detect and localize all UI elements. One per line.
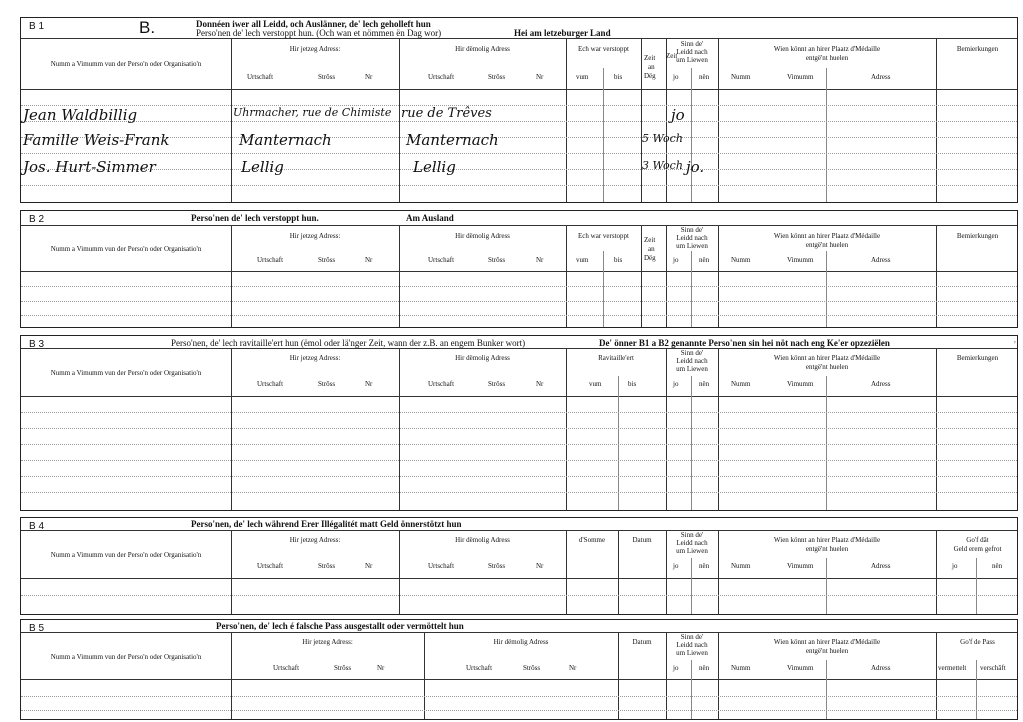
sinn-label-1: Sinn de' <box>680 531 704 539</box>
addr-now-header: Hir jetzeg Adress: <box>289 354 341 362</box>
wien-header-2: entgë'nt huelen <box>805 545 849 553</box>
zeit-label: Zeit <box>644 236 656 244</box>
name-col-header: Numm a Vimumm vun der Perso'n oder Organisatio'n <box>50 653 202 661</box>
wien-header-1: Wien könnt an hirer Plaatz d'Médaille <box>773 354 881 362</box>
row-2-name: Famille Weis-Frank <box>23 131 170 149</box>
name-col-header: Numm a Vimumm vun der Perso'n oder Organisatio'n <box>50 369 202 377</box>
numm-label: Numm <box>731 380 751 388</box>
bemierkungen-header: Bemierkungen <box>956 232 999 240</box>
jo-label: jo <box>673 73 679 81</box>
nr-label: Nr <box>365 256 373 264</box>
addr-old-header: Hir dëmolig Adress <box>455 45 510 53</box>
row-3-addr-now: Lellig <box>241 158 284 176</box>
nen-label: nën <box>992 562 1003 570</box>
section-b2 <box>20 210 1018 328</box>
row-1-addr-old: rue de Trêves <box>401 106 492 121</box>
bis-label: bis <box>614 256 623 264</box>
pass-header: Go'f de Pass <box>960 638 995 646</box>
vimumm-label: Vimumm <box>787 380 814 388</box>
wien-header-1: Wien könnt an hirer Plaatz d'Médaille <box>773 232 881 240</box>
zeit-label: Zeit <box>644 54 656 62</box>
sinn-label-3: um Liewen <box>676 365 708 373</box>
nr-label: Nr <box>365 380 373 388</box>
vum-label: vum <box>589 380 602 388</box>
stross-label: Strôss <box>318 256 336 264</box>
name-col-header: Numm a Vimumm vun der Perso'n oder Organisatio'n <box>50 60 202 68</box>
section-subtitle: Hei am letzeburger Land <box>514 28 611 38</box>
sinn-label-3: um Liewen <box>676 56 708 64</box>
sinn-label-2: Leidd nach <box>676 357 708 365</box>
datum-header: Datum <box>632 638 652 646</box>
stross-label: Strôss <box>334 664 352 672</box>
sinn-label-1: Sinn de' <box>680 633 704 641</box>
jo-label: jo <box>673 256 679 264</box>
section-title: Perso'nen de' lech verstoppt hun. <box>191 213 319 223</box>
vum-label: vum <box>576 73 589 81</box>
ravitailleert-header: Ravitaille'ert <box>598 354 634 362</box>
row-1-jo: jo <box>671 106 685 124</box>
nen-label: nën <box>699 380 710 388</box>
stross-label: Strôss <box>318 73 336 81</box>
deg-label: Dëg <box>644 72 656 80</box>
nen-label: nën <box>699 562 710 570</box>
numm-label: Numm <box>731 664 751 672</box>
sinn-label-2: Leidd nach <box>676 539 708 547</box>
sinn-label-1: Sinn de' <box>680 40 704 48</box>
section-title: Donnéen iwer all Leidd, och Auslänner, de' lech geholleft hun <box>196 19 431 29</box>
numm-label: Numm <box>731 256 751 264</box>
adress-label: Adress <box>871 256 891 264</box>
section-code: B 4 <box>29 521 45 532</box>
section-b1: B 1 B. Donnéen iwer all Leidd, och Auslänner, de' lech geholleft hun Perso'nen de' lech verstoppt hun. (Och wan et nömmen ën Dag wor) Hei am letzeburger Land Numm a Vimumm vun der Perso'n oder Organisatio'n Hir jetzeg Adress: Urtschaft Strôss Nr Hir dëmolig Adress Urtschaft Strôss Nr Ech war verstoppt vum bis Zeit Zeit an Dëg Sinn de' Leidd nach um Liewen jo nën Wien könnt an hirer Plaatz d'Médaille entgë'nt huelen Numm Vimumm Adress Bemierkungen Jean Waldbillig Uhrmacher, rue de Chimiste rue de Trêves jo Famille Weis-Frank Manternach Manternach 5 Woch Jos. Hurt-Simmer Lellig Lellig 3 Woch jo. <box>20 17 1018 203</box>
jo-label: jo <box>673 380 679 388</box>
stross-label: Strôss <box>488 256 506 264</box>
row-3-zeit: 3 Woch <box>642 159 683 172</box>
vimumm-label: Vimumm <box>787 73 814 81</box>
nr-label: Nr <box>377 664 385 672</box>
section-b4 <box>20 517 1018 615</box>
section-code: B 3 <box>29 339 45 350</box>
sinn-label-3: um Liewen <box>676 547 708 555</box>
urtschaft-label: Urtschaft <box>466 664 493 672</box>
urtschaft-label: Urtschaft <box>428 380 455 388</box>
sinn-label-3: um Liewen <box>676 649 708 657</box>
section-title: Perso'nen, de' lech ravitaille'ert hun (ëmol oder lä'nger Zeit, wann der z.B. an engem Bunker wort) <box>171 338 526 348</box>
section-b5 <box>20 619 1018 720</box>
row-3-name: Jos. Hurt-Simmer <box>23 158 156 176</box>
wien-header-2: entgë'nt huelen <box>805 363 849 371</box>
urtschaft-label: Urtschaft <box>247 73 274 81</box>
jo-label: jo <box>673 664 679 672</box>
section-code: B 2 <box>29 214 45 225</box>
urtschaft-label: Urtschaft <box>257 380 284 388</box>
adress-label: Adress <box>871 562 891 570</box>
addr-now-header: Hir jetzeg Adress: <box>289 536 341 544</box>
row-3-addr-old: Lellig <box>413 158 456 176</box>
urtschaft-label: Urtschaft <box>273 664 300 672</box>
jo-label: jo <box>673 562 679 570</box>
edge-mark: ' <box>1014 340 1016 351</box>
stross-label: Strôss <box>488 380 506 388</box>
deg-label: Dëg <box>644 254 656 262</box>
addr-old-header: Hir dëmolig Adress <box>455 354 510 362</box>
addr-now-header: Hir jetzeg Adress: <box>289 45 341 53</box>
adress-label: Adress <box>871 664 891 672</box>
addr-old-header: Hir dëmolig Adress <box>493 638 549 646</box>
wien-header-1: Wien könnt an hirer Plaatz d'Médaille <box>773 638 881 646</box>
row-1-name: Jean Waldbillig <box>23 106 138 124</box>
addr-now-header: Hir jetzeg Adress: <box>289 232 341 240</box>
bemierkungen-header: Bemierkungen <box>956 45 999 53</box>
section-title: Perso'nen, de' lech während Erer Illégalitét matt Geld önnerstötzt hun <box>191 519 462 529</box>
section-subtitle: De' önner B1 a B2 genannte Perso'nen sin hei nöt nach eng Ke'er opzeziëlen <box>599 338 890 348</box>
jo-label: jo <box>952 562 958 570</box>
stross-label: Strôss <box>318 380 336 388</box>
vum-label: vum <box>576 256 589 264</box>
nen-label: nën <box>699 664 710 672</box>
urtschaft-label: Urtschaft <box>428 256 455 264</box>
nen-label: nën <box>699 256 710 264</box>
wien-header-1: Wien könnt an hirer Plaatz d'Médaille <box>773 536 881 544</box>
numm-label: Numm <box>731 562 751 570</box>
nr-label: Nr <box>536 380 544 388</box>
an-label: an <box>648 63 655 71</box>
addr-old-header: Hir dëmolig Adress <box>455 232 510 240</box>
nr-label: Nr <box>536 256 544 264</box>
sinn-label-2: Leidd nach <box>676 641 708 649</box>
addr-now-header: Hir jetzeg Adress: <box>302 638 353 646</box>
stross-label: Strôss <box>488 73 506 81</box>
stross-label: Strôss <box>488 562 506 570</box>
nr-label: Nr <box>365 562 373 570</box>
bis-label: bis <box>614 73 623 81</box>
section-title-2: Perso'nen de' lech verstoppt hun. (Och wan et nömmen ën Dag wor) <box>196 28 442 38</box>
nr-label: Nr <box>569 664 577 672</box>
row-1-addr-now: Uhrmacher, rue de Chimiste <box>233 106 392 119</box>
an-label: an <box>648 245 655 253</box>
nr-label: Nr <box>365 73 373 81</box>
gof-header-2: Geld erem gefrot <box>953 545 1002 553</box>
row-2-addr-old: Manternach <box>406 131 499 149</box>
somme-header: d'Somme <box>578 536 606 544</box>
adress-label: Adress <box>871 380 891 388</box>
urtschaft-label: Urtschaft <box>428 562 455 570</box>
vermettelt-label: vermettelt <box>938 664 967 672</box>
row-3-jo: jo. <box>686 158 705 176</box>
row-2-zeit: 5 Woch <box>642 132 683 145</box>
adress-label: Adress <box>871 73 891 81</box>
sinn-label-3: um Liewen <box>676 242 708 250</box>
section-title: Perso'nen, de' lech é falsche Pass ausgestallt oder vermöttelt hun <box>216 621 464 631</box>
verstoppt-header: Ech war verstoppt <box>578 45 629 53</box>
nr-label: Nr <box>536 73 544 81</box>
nr-label: Nr <box>536 562 544 570</box>
vimumm-label: Vimumm <box>787 256 814 264</box>
wien-header-2: entgë'nt huelen <box>805 647 849 655</box>
name-col-header: Numm a Vimumm vun der Perso'n oder Organisatio'n <box>50 245 202 253</box>
datum-header: Datum <box>632 536 652 544</box>
vimumm-label: Vimumm <box>787 562 814 570</box>
vimumm-label: Vimumm <box>787 664 814 672</box>
addr-old-header: Hir dëmolig Adress <box>455 536 510 544</box>
wien-header-2: entgë'nt huelen <box>805 241 849 249</box>
verschaft-label: verschâft <box>980 664 1006 672</box>
urtschaft-label: Urtschaft <box>257 562 284 570</box>
stross-label: Strôss <box>523 664 541 672</box>
wien-header-1: Wien könnt an hirer Plaatz d'Médaille <box>773 45 881 53</box>
stross-label: Strôss <box>318 562 336 570</box>
urtschaft-label: Urtschaft <box>257 256 284 264</box>
row-2-addr-now: Manternach <box>239 131 332 149</box>
nen-label: nën <box>699 73 710 81</box>
section-code: B 1 <box>29 21 45 32</box>
sinn-label-2: Leidd nach <box>676 48 708 56</box>
section-b3 <box>20 335 1018 511</box>
sinn-label-1: Sinn de' <box>680 349 704 357</box>
name-col-header: Numm a Vimumm vun der Perso'n oder Organisatio'n <box>50 551 202 559</box>
gof-header-1: Go'f dât <box>966 536 989 544</box>
wien-header-2: entgë'nt huelen <box>805 54 849 62</box>
sinn-label-2: Leidd nach <box>676 234 708 242</box>
bemierkungen-header: Bemierkungen <box>956 354 999 362</box>
form-letter: B. <box>139 18 156 37</box>
numm-label: Numm <box>731 73 751 81</box>
sinn-label-1: Sinn de' <box>680 226 704 234</box>
verstoppt-header: Ech war verstoppt <box>578 232 629 240</box>
section-subtitle: Am Ausland <box>406 213 454 223</box>
section-code: B 5 <box>29 623 45 634</box>
urtschaft-label: Urtschaft <box>428 73 455 81</box>
bis-label: bis <box>628 380 637 388</box>
